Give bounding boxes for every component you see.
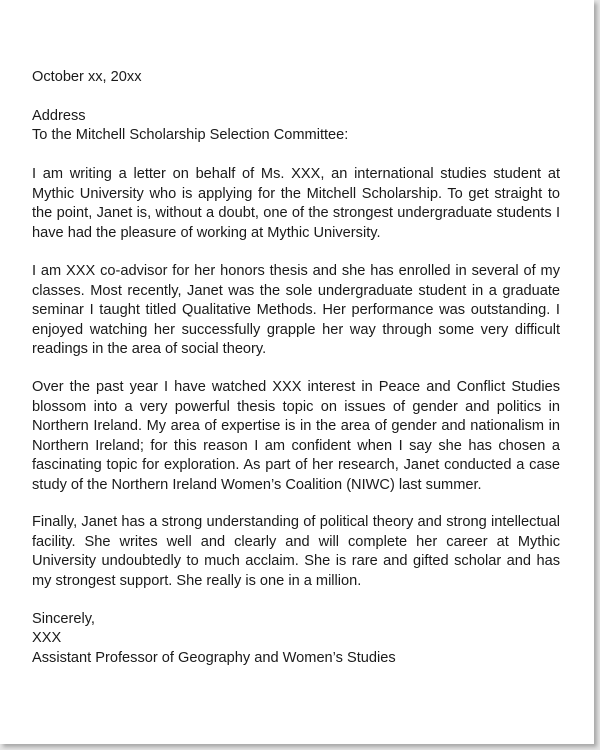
signer-title: Assistant Professor of Geography and Women’s Studies	[32, 650, 396, 666]
address-label: Address	[32, 108, 86, 124]
body-paragraph-1: I am writing a letter on behalf of Ms. XXX, an international studies student at Mythic University who is applying for the Mitchell Scholarship. To get straight to the point, Janet is, without a doubt, one of the strongest undergraduate students I have had the pleasure of working at Mythic University.	[32, 166, 560, 241]
letter-date: October xx, 20xx	[32, 69, 142, 85]
closing: Sincerely,	[32, 611, 95, 627]
signer-name: XXX	[32, 630, 62, 646]
body-paragraph-3: Over the past year I have watched XXX interest in Peace and Conflict Studies blossom into a very powerful thesis topic on issues of gender and politics in Northern Ireland. My area of expertise is in the area of gender and nationalism in Northern Ireland; for this reason I am confident when I say she has chosen a fascinating topic for exploration. As part of her research, Janet conducted a case study of the Northern Ireland Women’s Coalition (NIWC) last summer.	[32, 379, 560, 493]
body-paragraph-4: Finally, Janet has a strong understanding of political theory and strong intellectual facility. She writes well and clearly and will complete her career at Mythic University undoubtedly to much acclaim. She is rare and gifted scholar and has my strongest support. She really is one in a million.	[32, 514, 560, 589]
body-paragraph-2: I am XXX co-advisor for her honors thesis and she has enrolled in several of my classes. Most recently, Janet was the sole undergraduate student in a graduate seminar I taught titled Qualitative Methods. Her performance was outstanding. I enjoyed watching her successfully grapple her way through some very difficult readings in the area of social theory.	[32, 263, 560, 357]
salutation: To the Mitchell Scholarship Selection Committee:	[32, 127, 349, 143]
